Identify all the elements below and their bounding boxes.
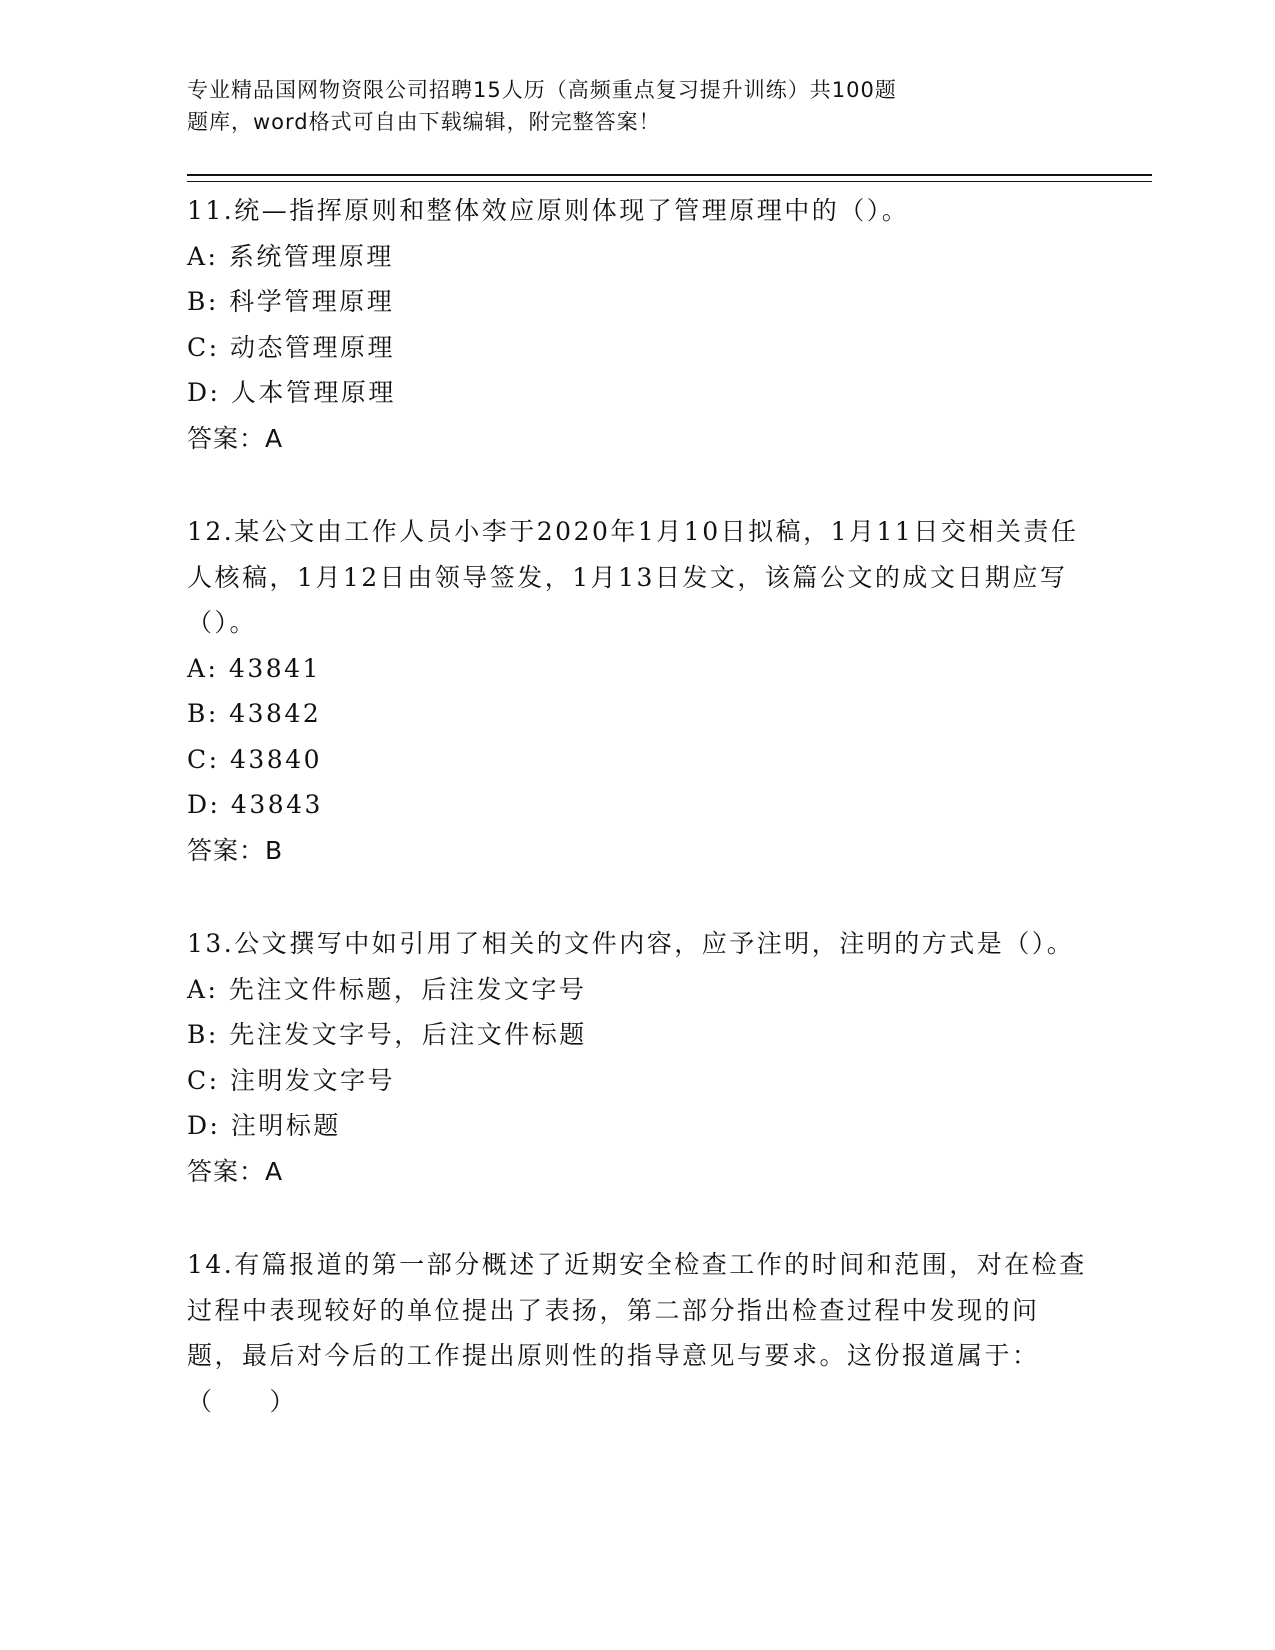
option-b: B: 先注发文字号，后注文件标题 [187,1020,587,1049]
option-a: A: 43841 [187,653,321,683]
option-c: C: 注明发文字号 [187,1065,395,1095]
option-c: C: 动态管理原理 [187,332,395,362]
question-13 [187,921,1087,1194]
question-12 [187,509,1087,873]
question-text: 13.公文撰写中如引用了相关的文件内容，应予注明，注明的方式是（）。 [187,929,1075,958]
option-c: C: 43840 [187,744,323,774]
questions-list [187,188,1087,1472]
option-b: B: 43842 [187,699,322,728]
question-11 [187,188,1087,461]
option-d: D: 注明标题 [187,1111,341,1140]
question-text: 14.有篇报道的第一部分概述了近期安全检查工作的时间和范围，对在检查过程中表现较好的单位提出了表扬，第二部分指出检查过程中发现的问题，最后对今后的工作提出原则性的指导意见与要求。这份报道属于：（ ） [187,1250,1087,1416]
option-a: A: 先注文件标题，后注发文字号 [187,974,587,1004]
answer: 答案：A [187,423,284,453]
header-line-2: 题库，word格式可自由下载编辑，附完整答案！ [187,110,661,134]
question-text: 11.统—指挥原则和整体效应原则体现了管理原理中的（）。 [187,196,910,225]
question-14 [187,1242,1087,1424]
option-d: D: 43843 [187,790,323,819]
question-text: 12.某公文由工作人员小李于2020年1月10日拟稿，1月11日交相关责任人核稿，1月12日由领导签发，1月13日发文，该篇公文的成文日期应写（）。 [187,517,1079,637]
option-b: B: 科学管理原理 [187,287,395,316]
header-line-1: 专业精品国网物资限公司招聘15人历（高频重点复习提升训练）共100题 [187,78,897,102]
answer: 答案：A [187,1156,284,1186]
option-a: A: 系统管理原理 [187,241,394,271]
option-d: D: 人本管理原理 [187,378,396,407]
answer: 答案：B [187,835,284,865]
header-divider-thin [187,181,1152,182]
document-header [187,74,1017,138]
header-divider-thick [187,174,1152,176]
